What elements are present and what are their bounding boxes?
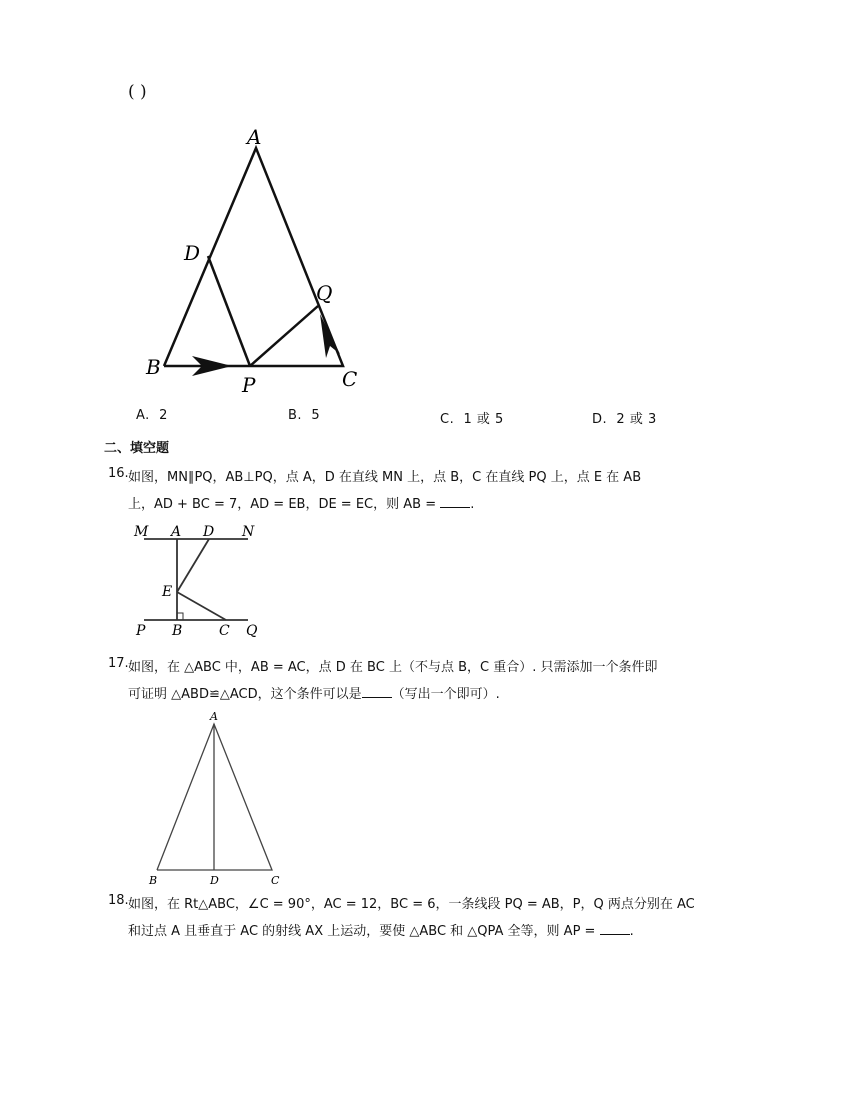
label-D: D [203, 524, 215, 540]
label-Q: Q [246, 623, 258, 639]
label-C: C [219, 623, 230, 639]
label-Q: Q [316, 281, 333, 305]
q18-number: 18. [108, 893, 129, 908]
label-D: D [210, 874, 219, 887]
choice-a[interactable]: A. 2 [136, 408, 168, 423]
answer-parentheses: ( ) [128, 82, 147, 102]
q17-answer-blank[interactable] [362, 685, 392, 698]
q17-number: 17. [108, 656, 129, 671]
q18-answer-blank[interactable] [600, 922, 630, 935]
label-P: P [136, 623, 146, 639]
label-A: A [210, 710, 218, 723]
label-B: B [146, 355, 161, 379]
label-B: B [172, 623, 183, 639]
q15-triangle-figure [140, 118, 380, 400]
q17-figure [140, 708, 290, 890]
label-N: N [242, 524, 255, 540]
q17-line1: 如图，在 △ABC 中，AB = AC，点 D 在 BC 上（不与点 B，C 重合）. 只需添加一个条件即 [128, 660, 658, 675]
q16-line1: 如图，MN∥PQ，AB⊥PQ，点 A，D 在直线 MN 上，点 B，C 在直线 PQ 上，点 E 在 AB [128, 470, 642, 485]
q16-figure [130, 520, 270, 640]
choice-b[interactable]: B. 5 [288, 408, 321, 423]
label-M: M [134, 524, 149, 540]
label-B: B [149, 874, 158, 887]
q18-line2: 和过点 A 且垂直于 AC 的射线 AX 上运动，要使 △ABC 和 △QPA 全等，则 AP = . [128, 924, 634, 939]
label-A: A [247, 125, 262, 149]
label-A: A [171, 524, 182, 540]
choice-d[interactable]: D. 2 或 3 [592, 412, 657, 427]
q16-line2: 上，AD + BC = 7，AD = EB，DE = EC，则 AB = . [128, 497, 475, 512]
choice-c[interactable]: C. 1 或 5 [440, 412, 504, 427]
label-P: P [242, 373, 256, 397]
section-title: 二、填空题 [104, 441, 170, 456]
q17-line2: 可证明 △ABD≌△ACD，这个条件可以是 （写出一个即可）. [128, 687, 500, 702]
q16-answer-blank[interactable] [440, 495, 470, 508]
segment-dp [208, 256, 250, 366]
segment-ec [177, 592, 226, 620]
segment-pq [250, 306, 318, 366]
q16-number: 16. [108, 466, 129, 481]
q18-line1: 如图，在 Rt△ABC，∠C = 90°，AC = 12，BC = 6，一条线段 PQ = AB，P，Q 两点分别在 AC [128, 897, 695, 912]
label-D: D [184, 241, 201, 265]
segment-ed [177, 539, 209, 592]
label-C: C [271, 874, 280, 887]
arrow-up-icon [320, 314, 340, 358]
label-C: C [342, 367, 358, 391]
label-E: E [162, 584, 173, 600]
